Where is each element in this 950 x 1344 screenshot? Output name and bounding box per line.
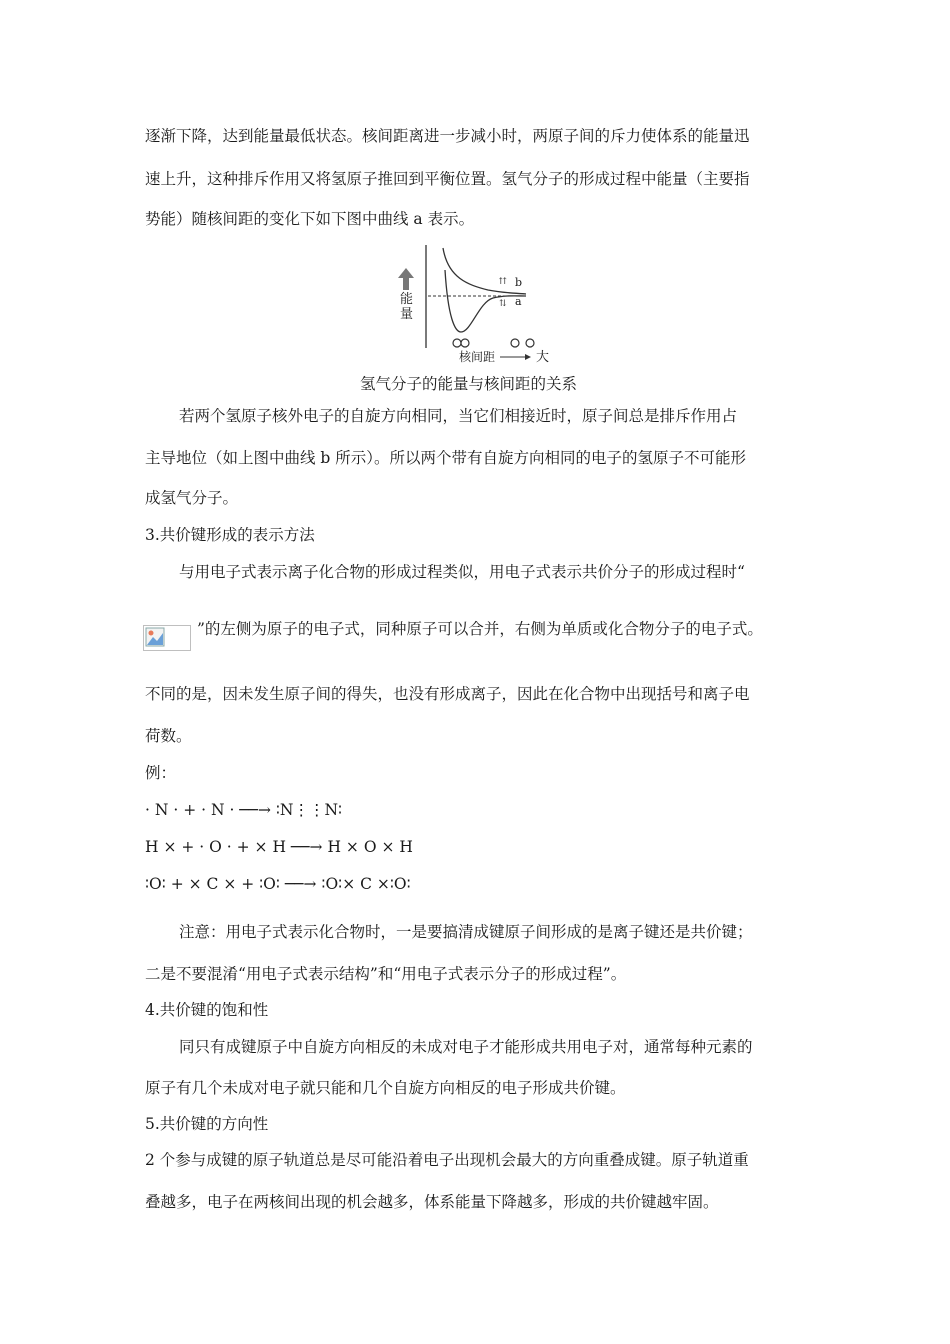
broken-image-icon bbox=[145, 627, 167, 649]
paragraph: 速上升，这种排斥作用又将氢原子推回到平衡位置。氢气分子的形成过程中能量（主要指 bbox=[145, 170, 750, 188]
paragraph: 势能）随核间距的变化下如下图中曲线 a 表示。 bbox=[145, 210, 475, 228]
parallel-spin-icon: ⇈ bbox=[499, 277, 507, 287]
paragraph: 成氢气分子。 bbox=[145, 489, 239, 507]
section-heading: 5.共价键的方向性 bbox=[145, 1115, 269, 1133]
curve-b-label: b bbox=[515, 276, 523, 289]
right-arrow-icon bbox=[525, 354, 531, 360]
atom bbox=[511, 339, 519, 347]
paragraph: 主导地位（如上图中曲线 b 所示）。所以两个带有自旋方向相同的电子的氢原子不可能形 bbox=[145, 449, 747, 467]
energy-distance-figure bbox=[393, 240, 550, 370]
paragraph: 若两个氢原子核外电子的自旋方向相同，当它们相接近时，原子间总是排斥作用占 bbox=[179, 407, 738, 425]
example-label: 例： bbox=[145, 764, 177, 782]
atom bbox=[461, 339, 469, 347]
paragraph: 原子有几个未成对电子就只能和几个自旋方向相反的电子形成共价键。 bbox=[145, 1079, 626, 1097]
paragraph: ”的左侧为原子的电子式，同种原子可以合并，右侧为单质或化合物分子的电子式。 bbox=[197, 620, 763, 638]
paragraph: 逐渐下降，达到能量最低状态。核间距离进一步减小时，两原子间的斥力使体系的能量迅 bbox=[145, 127, 750, 145]
section-heading: 4.共价键的饱和性 bbox=[145, 1001, 269, 1019]
paragraph: 同只有成键原子中自旋方向相反的未成对电子才能形成共用电子对，通常每种元素的 bbox=[179, 1038, 753, 1056]
figure-caption: 氢气分子的能量与核间距的关系 bbox=[360, 375, 578, 393]
x-axis-end-label: 大 bbox=[536, 350, 550, 365]
paragraph: 不同的是，因未发生原子间的得失，也没有形成离子，因此在化合物中出现括号和离子电 bbox=[145, 685, 750, 703]
x-axis-label: 核间距 bbox=[459, 350, 496, 364]
paragraph: 叠越多，电子在两核间出现的机会越多，体系能量下降越多，形成的共价键越牢固。 bbox=[145, 1193, 719, 1211]
equation-co2: ∶O∶ + × C × + ∶O∶ ──→ ∶O∶× C ×∶O∶ bbox=[145, 875, 411, 893]
curve-b bbox=[443, 248, 526, 294]
antiparallel-spin-icon: ⇅ bbox=[499, 299, 507, 309]
section-heading: 3.共价键形成的表示方法 bbox=[145, 526, 315, 544]
atom bbox=[526, 339, 534, 347]
curve-a bbox=[445, 270, 526, 332]
y-axis-label: 能量 bbox=[400, 292, 414, 322]
atom bbox=[453, 339, 461, 347]
missing-image-placeholder bbox=[143, 625, 191, 651]
up-arrow-icon bbox=[398, 268, 414, 290]
note-paragraph: 二是不要混淆“用电子式表示结构”和“用电子式表示分子的形成过程”。 bbox=[145, 965, 627, 983]
note-paragraph: 注意：用电子式表示化合物时，一是要搞清成键原子间形成的是离子键还是共价键； bbox=[179, 923, 753, 941]
equation-n2: · N · + · N · ──→ ∶N⋮⋮N∶ bbox=[145, 801, 343, 819]
curve-a-label: a bbox=[515, 295, 522, 308]
paragraph: 与用电子式表示离子化合物的形成过程类似，用电子式表示共价分子的形成过程时“ bbox=[179, 563, 745, 581]
paragraph: 荷数。 bbox=[145, 727, 192, 745]
paragraph: 2 个参与成键的原子轨道总是尽可能沿着电子出现机会最大的方向重叠成键。原子轨道重 bbox=[145, 1151, 749, 1169]
equation-h2o: H × + · O · + × H ──→ H × O × H bbox=[145, 838, 413, 856]
